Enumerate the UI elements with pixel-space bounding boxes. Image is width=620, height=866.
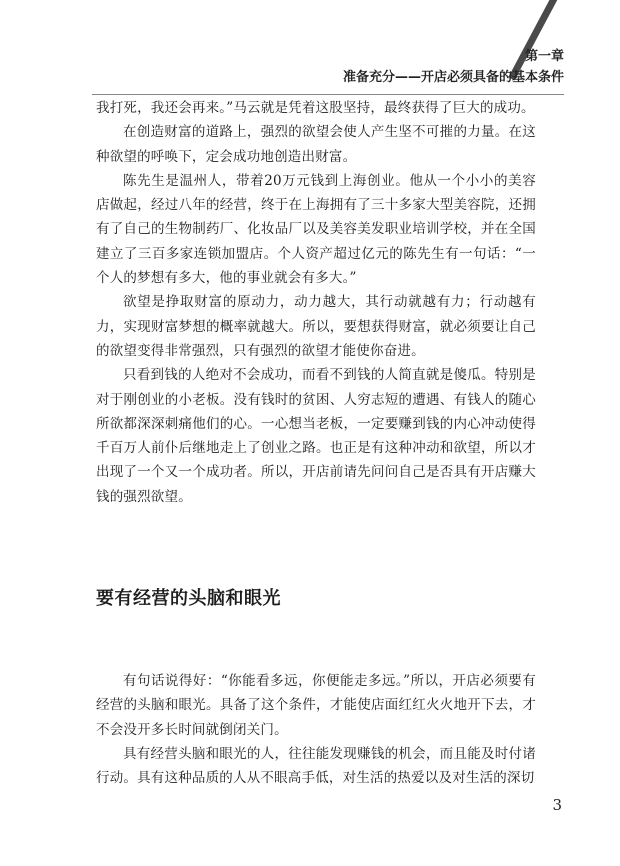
paragraph: 只看到钱的人绝对不会成功，而看不到钱的人简直就是傻瓜。特别是对于刚创业的小老板。没有钱时的贫困、人穷志短的遭遇、有钱人的随心所欲都深深刺痛他们的心。一心想当老板，一定要赚到钱的内心冲动使得千百万人前仆后继地走上了创业之路。也正是有这种冲动和欲望，所以才出现了一个又一个成功者。所以，开店前请先问问自己是否具有开店赚大钱的强烈欲望。 (96, 367, 536, 505)
paragraph: 欲望是挣取财富的原动力，动力越大，其行动就越有力；行动越有力，实现财富梦想的概率就越大。所以，要想获得财富，就必须要让自己的欲望变得非常强烈，只有强烈的欲望才能使你奋进。 (96, 294, 536, 359)
chapter-label: 第一章 (524, 49, 564, 64)
running-header (343, 48, 564, 88)
paragraph: 在创造财富的道路上，强烈的欲望会使人产生坚不可摧的力量。在这种欲望的呼唤下，定会成功地创造出财富。 (96, 124, 536, 165)
page-body (96, 96, 536, 791)
paragraph: 有句话说得好：“你能看多远，你便能走多远。”所以，开店必须要有经营的头脑和眼光。具备了这个条件，才能使店面红红火火地开下去，才不会没开多长时间就倒闭关门。 (96, 673, 536, 738)
page-number: 3 (552, 796, 562, 814)
paragraph: 具有经营头脑和眼光的人，往往能发现赚钱的机会，而且能及时付诸行动。具有这种品质的人从不眼高手低，对生活的热爱以及对生活的深切 (96, 745, 536, 787)
chapter-subtitle: 准备充分——开店必须具备的基本条件 (342, 70, 564, 85)
paragraph: 陈先生是温州人，带着20万元钱到上海创业。他从一个小小的美容店做起，经过八年的经营，终于在上海拥有了三十多家大型美容院，还拥有了自己的生物制药厂、化妆品厂以及美容美发职业培训学校，并在全国建立了三百多家连锁加盟店。个人资产超过亿元的陈先生有一句话：“一个人的梦想有多大，他的事业就会有多大。” (96, 172, 536, 287)
header-divider (92, 94, 564, 95)
paragraph: 我打死，我还会再来。”马云就是凭着这股坚持，最终获得了巨大的成功。 (96, 100, 535, 116)
section-title: 要有经营的头脑和眼光 (96, 588, 281, 610)
